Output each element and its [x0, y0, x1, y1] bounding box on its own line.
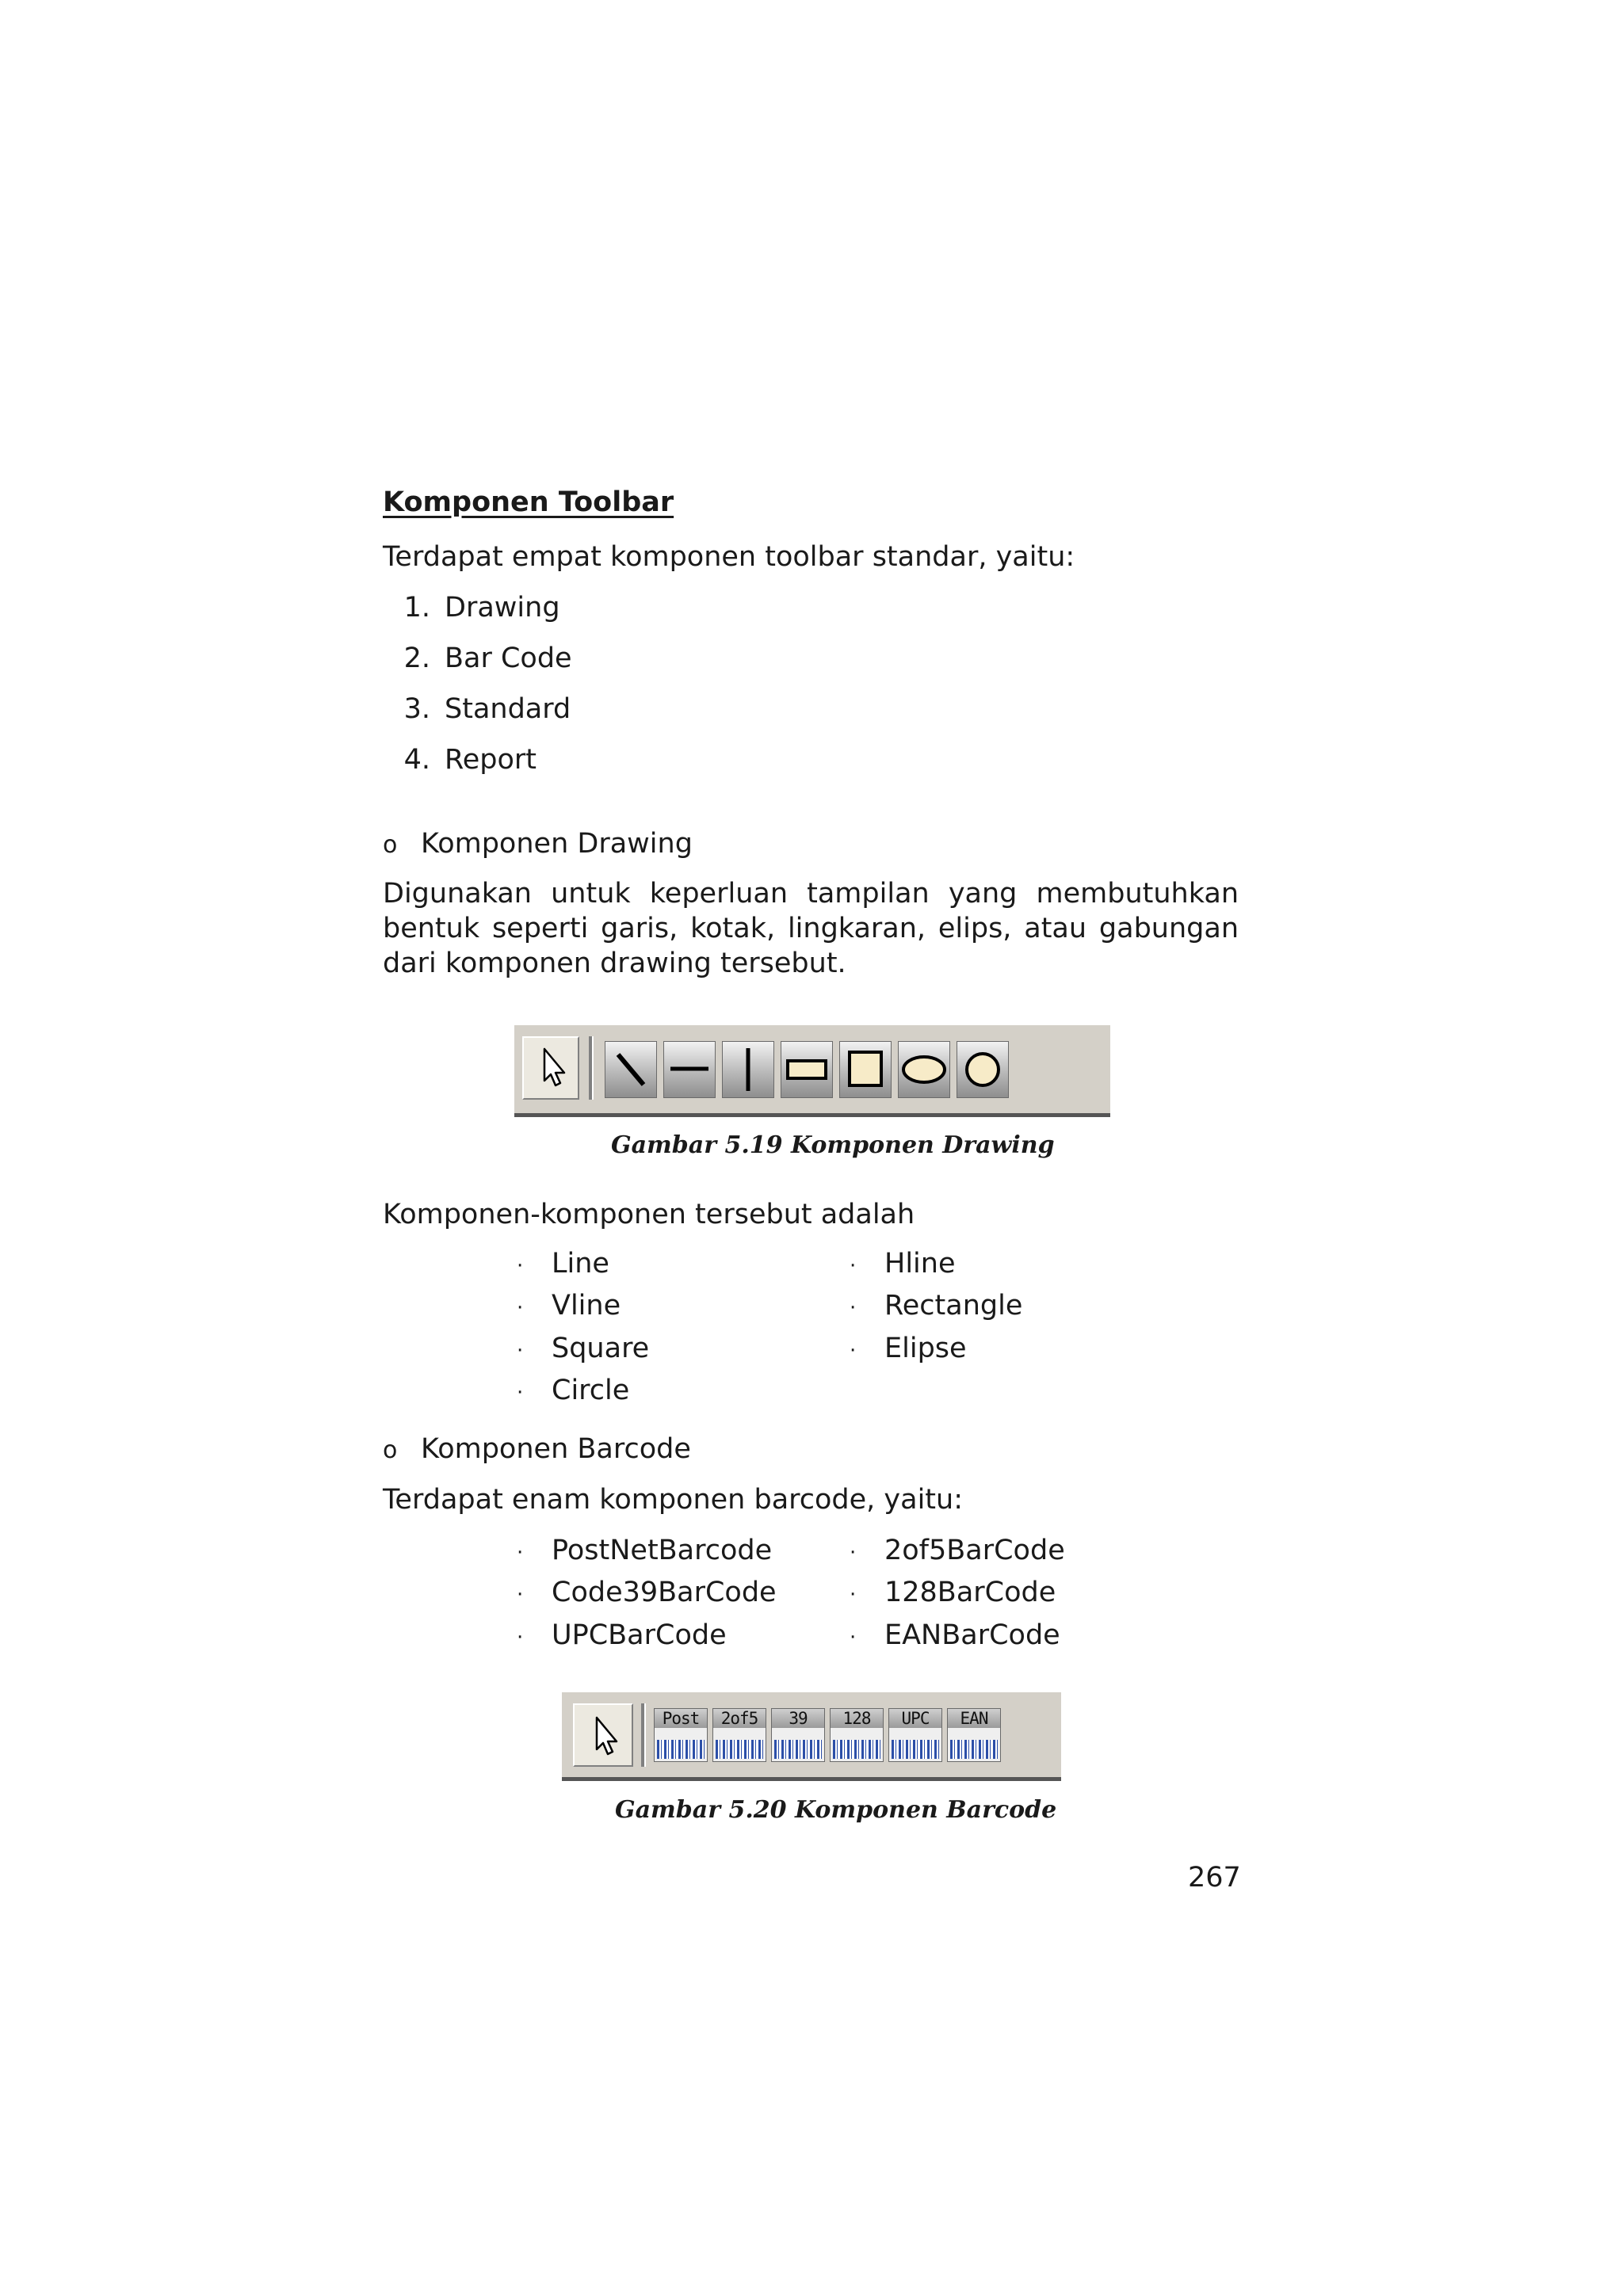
list-item: · UPCBarCode [517, 1619, 727, 1654]
barcode-bars-icon [774, 1740, 822, 1759]
barcode-bars-icon [657, 1740, 705, 1759]
drawing-toolbar [514, 1025, 1110, 1117]
hline-icon[interactable] [663, 1041, 716, 1098]
barcode-intro: Terdapat enam komponen barcode, yaitu: [383, 1484, 964, 1516]
barcode-bars-icon [950, 1740, 998, 1759]
figure-caption: Gambar 5.19 Komponen Drawing [611, 1131, 1055, 1159]
bullet-dot: · [517, 1541, 524, 1565]
ean-barcode-icon[interactable] [947, 1708, 1001, 1762]
upc-barcode-icon[interactable] [888, 1708, 942, 1762]
128-barcode-icon[interactable] [830, 1708, 884, 1762]
subsection-title: Komponen Drawing [421, 828, 693, 860]
bullet-dot: · [850, 1296, 857, 1320]
item-number: 4. [403, 744, 430, 776]
item-number: 3. [403, 693, 430, 725]
barcode-bars-icon [833, 1740, 880, 1759]
list-item: · 128BarCode [850, 1576, 1056, 1611]
item-number: 2. [403, 643, 430, 674]
bullet-dot: · [517, 1583, 524, 1607]
barcode-label: UPC [889, 1709, 941, 1728]
barcode-bars-icon [892, 1740, 939, 1759]
barcode-label: Post [655, 1709, 707, 1728]
ellipse-icon[interactable] [898, 1041, 950, 1098]
bullet-dot: · [517, 1296, 524, 1320]
bullet-dot: · [850, 1541, 857, 1565]
postnet-barcode-icon[interactable] [654, 1708, 708, 1762]
bullet-dot: · [850, 1254, 857, 1278]
2of5-barcode-icon[interactable] [712, 1708, 766, 1762]
square-icon[interactable] [839, 1041, 892, 1098]
list-item: · Elipse [850, 1332, 967, 1367]
numbered-item [383, 743, 537, 776]
list-item: · Circle [517, 1374, 629, 1409]
line-icon[interactable] [605, 1041, 657, 1098]
pointer-arrow-icon[interactable] [522, 1036, 579, 1100]
toolbar-separator [589, 1036, 594, 1100]
barcode-label: 39 [772, 1709, 824, 1728]
rectangle-icon[interactable] [781, 1041, 833, 1098]
list-item: · Rectangle [850, 1289, 1022, 1325]
list-item: · PostNetBarcode [517, 1534, 772, 1569]
item-text: Bar Code [445, 643, 572, 674]
subsection-title: Komponen Barcode [421, 1433, 691, 1465]
numbered-item [383, 692, 571, 726]
pointer-arrow-icon[interactable] [573, 1703, 633, 1767]
bullet-dot: · [517, 1626, 524, 1650]
bullet-dot: · [517, 1254, 524, 1278]
numbered-item [383, 642, 572, 675]
subsection-drawing-title [383, 827, 693, 862]
bullet-dot: · [850, 1339, 857, 1363]
bullet-dot: · [850, 1626, 857, 1650]
code39-barcode-icon[interactable] [771, 1708, 825, 1762]
item-number: 1. [403, 592, 430, 624]
circle-bullet-icon: o [383, 831, 398, 859]
list-item: · Hline [850, 1247, 955, 1283]
circle-bullet-icon: o [383, 1436, 398, 1464]
list-item: · Code39BarCode [517, 1576, 777, 1611]
components-intro: Komponen-komponen tersebut adalah [383, 1199, 915, 1230]
subsection-barcode-title [383, 1432, 691, 1467]
list-item: · Vline [517, 1289, 621, 1325]
bullet-dot: · [517, 1381, 524, 1405]
item-text: Drawing [445, 592, 560, 624]
circle-icon[interactable] [957, 1041, 1009, 1098]
vline-icon[interactable] [722, 1041, 774, 1098]
toolbar-separator [641, 1703, 646, 1767]
list-item: · Line [517, 1247, 609, 1283]
barcode-label: 128 [831, 1709, 883, 1728]
page-number: 267 [1188, 1862, 1241, 1894]
barcode-label: EAN [948, 1709, 1000, 1728]
bullet-dot: · [850, 1583, 857, 1607]
numbered-item [383, 591, 560, 624]
barcode-label: 2of5 [713, 1709, 766, 1728]
barcode-bars-icon [716, 1740, 763, 1759]
list-item: · EANBarCode [850, 1619, 1060, 1654]
item-text: Report [445, 744, 537, 776]
section-heading: Komponen Toolbar [383, 486, 674, 518]
intro-text: Terdapat empat komponen toolbar standar, yaitu: [383, 541, 1075, 573]
item-text: Standard [445, 693, 571, 725]
list-item: · 2of5BarCode [850, 1534, 1065, 1569]
bullet-dot: · [517, 1339, 524, 1363]
barcode-toolbar [562, 1692, 1061, 1781]
figure-caption: Gambar 5.20 Komponen Barcode [615, 1796, 1057, 1824]
drawing-description: Digunakan untuk keperluan tampilan yang membutuhkan bentuk seperti garis, kotak, lingkaran, elips, atau gabungan dari komponen drawing tersebut. [383, 878, 1239, 979]
list-item: · Square [517, 1332, 649, 1367]
